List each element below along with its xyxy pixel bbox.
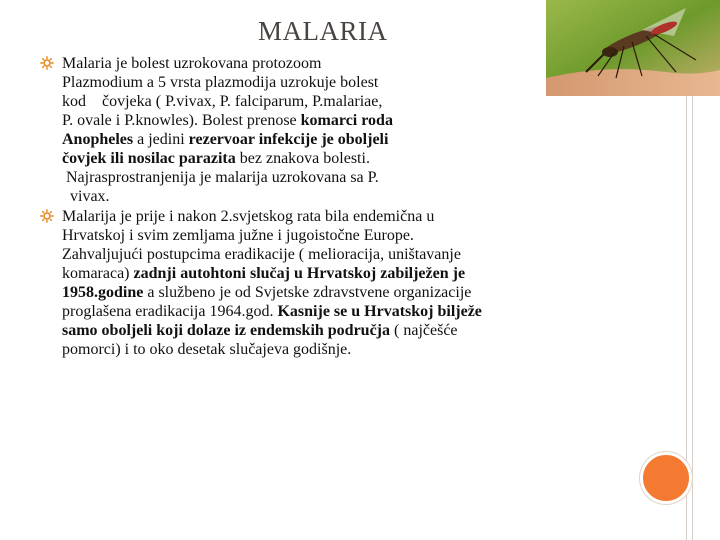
text-line [62, 340, 652, 359]
bold-text: čovjek ili nosilac parazita [62, 150, 236, 167]
text-line [62, 264, 652, 283]
text-line [62, 73, 532, 92]
text-line [62, 168, 532, 187]
text-run: vivax. [62, 188, 110, 205]
text-line [62, 149, 532, 168]
text-line [62, 54, 532, 73]
bullet-text [62, 54, 532, 206]
text-run: ( najčešće [390, 322, 458, 339]
text-line [62, 283, 652, 302]
bullet-text [62, 207, 652, 359]
text-line [62, 207, 652, 226]
text-run: Plazmodium a 5 vrsta plazmodija uzrokuje bolest [62, 74, 379, 91]
text-run: Zahvaljujući postupcima eradikacije ( melioracija, uništavanje [62, 246, 461, 263]
text-run: Malarija je prije i nakon 2.svjetskog rata bila endemična u [62, 208, 435, 225]
bold-text: komarci roda [300, 112, 393, 129]
text-run: Hrvatskoj i svim zemljama južne i jugoistočne Europe. [62, 227, 414, 244]
sun-bullet-icon [40, 56, 54, 70]
text-run: a službeno je od Svjetske zdravstvene organizacije [143, 284, 472, 301]
bold-text: samo oboljeli koji dolaze iz endemskih područja [62, 322, 391, 339]
bold-text: Kasnije se u Hrvatskoj bilježe [277, 303, 482, 320]
slide-body [40, 54, 680, 359]
bold-text: rezervoar infekcije je oboljeli [188, 131, 389, 148]
text-run: P. ovale i P.knowles). Bolest prenose [62, 112, 301, 129]
text-run: a jedini [133, 131, 189, 148]
bold-text: Anopheles [62, 131, 134, 148]
text-run: komaraca) [62, 265, 134, 282]
text-run: proglašena eradikacija 1964.god. [62, 303, 278, 320]
bullet-item [40, 54, 532, 206]
text-line [62, 92, 532, 111]
bullet-item [40, 207, 652, 359]
text-line [62, 111, 532, 130]
text-run: bez znakova bolesti. [235, 150, 370, 167]
text-run: pomorci) i to oko desetak slučajeva godišnje. [62, 341, 352, 358]
sun-bullet-icon [40, 209, 54, 223]
slide-title: MALARIA [258, 16, 388, 46]
text-line [62, 130, 532, 149]
accent-circle [640, 452, 692, 504]
text-run: kod čovjeka ( P.vivax, P. falciparum, P.malariae, [62, 93, 383, 110]
text-line [62, 302, 652, 321]
text-run: Najrasprostranjenija je malarija uzrokovana sa P. [62, 169, 379, 186]
text-run: Malaria je bolest uzrokovana protozoom [62, 55, 322, 72]
text-line [62, 321, 652, 340]
text-line [62, 226, 652, 245]
text-line [62, 187, 532, 206]
bold-text: 1958.godine [62, 284, 144, 301]
text-line [62, 245, 652, 264]
bold-text: zadnji autohtoni slučaj u Hrvatskoj zabilježen je [133, 265, 466, 282]
